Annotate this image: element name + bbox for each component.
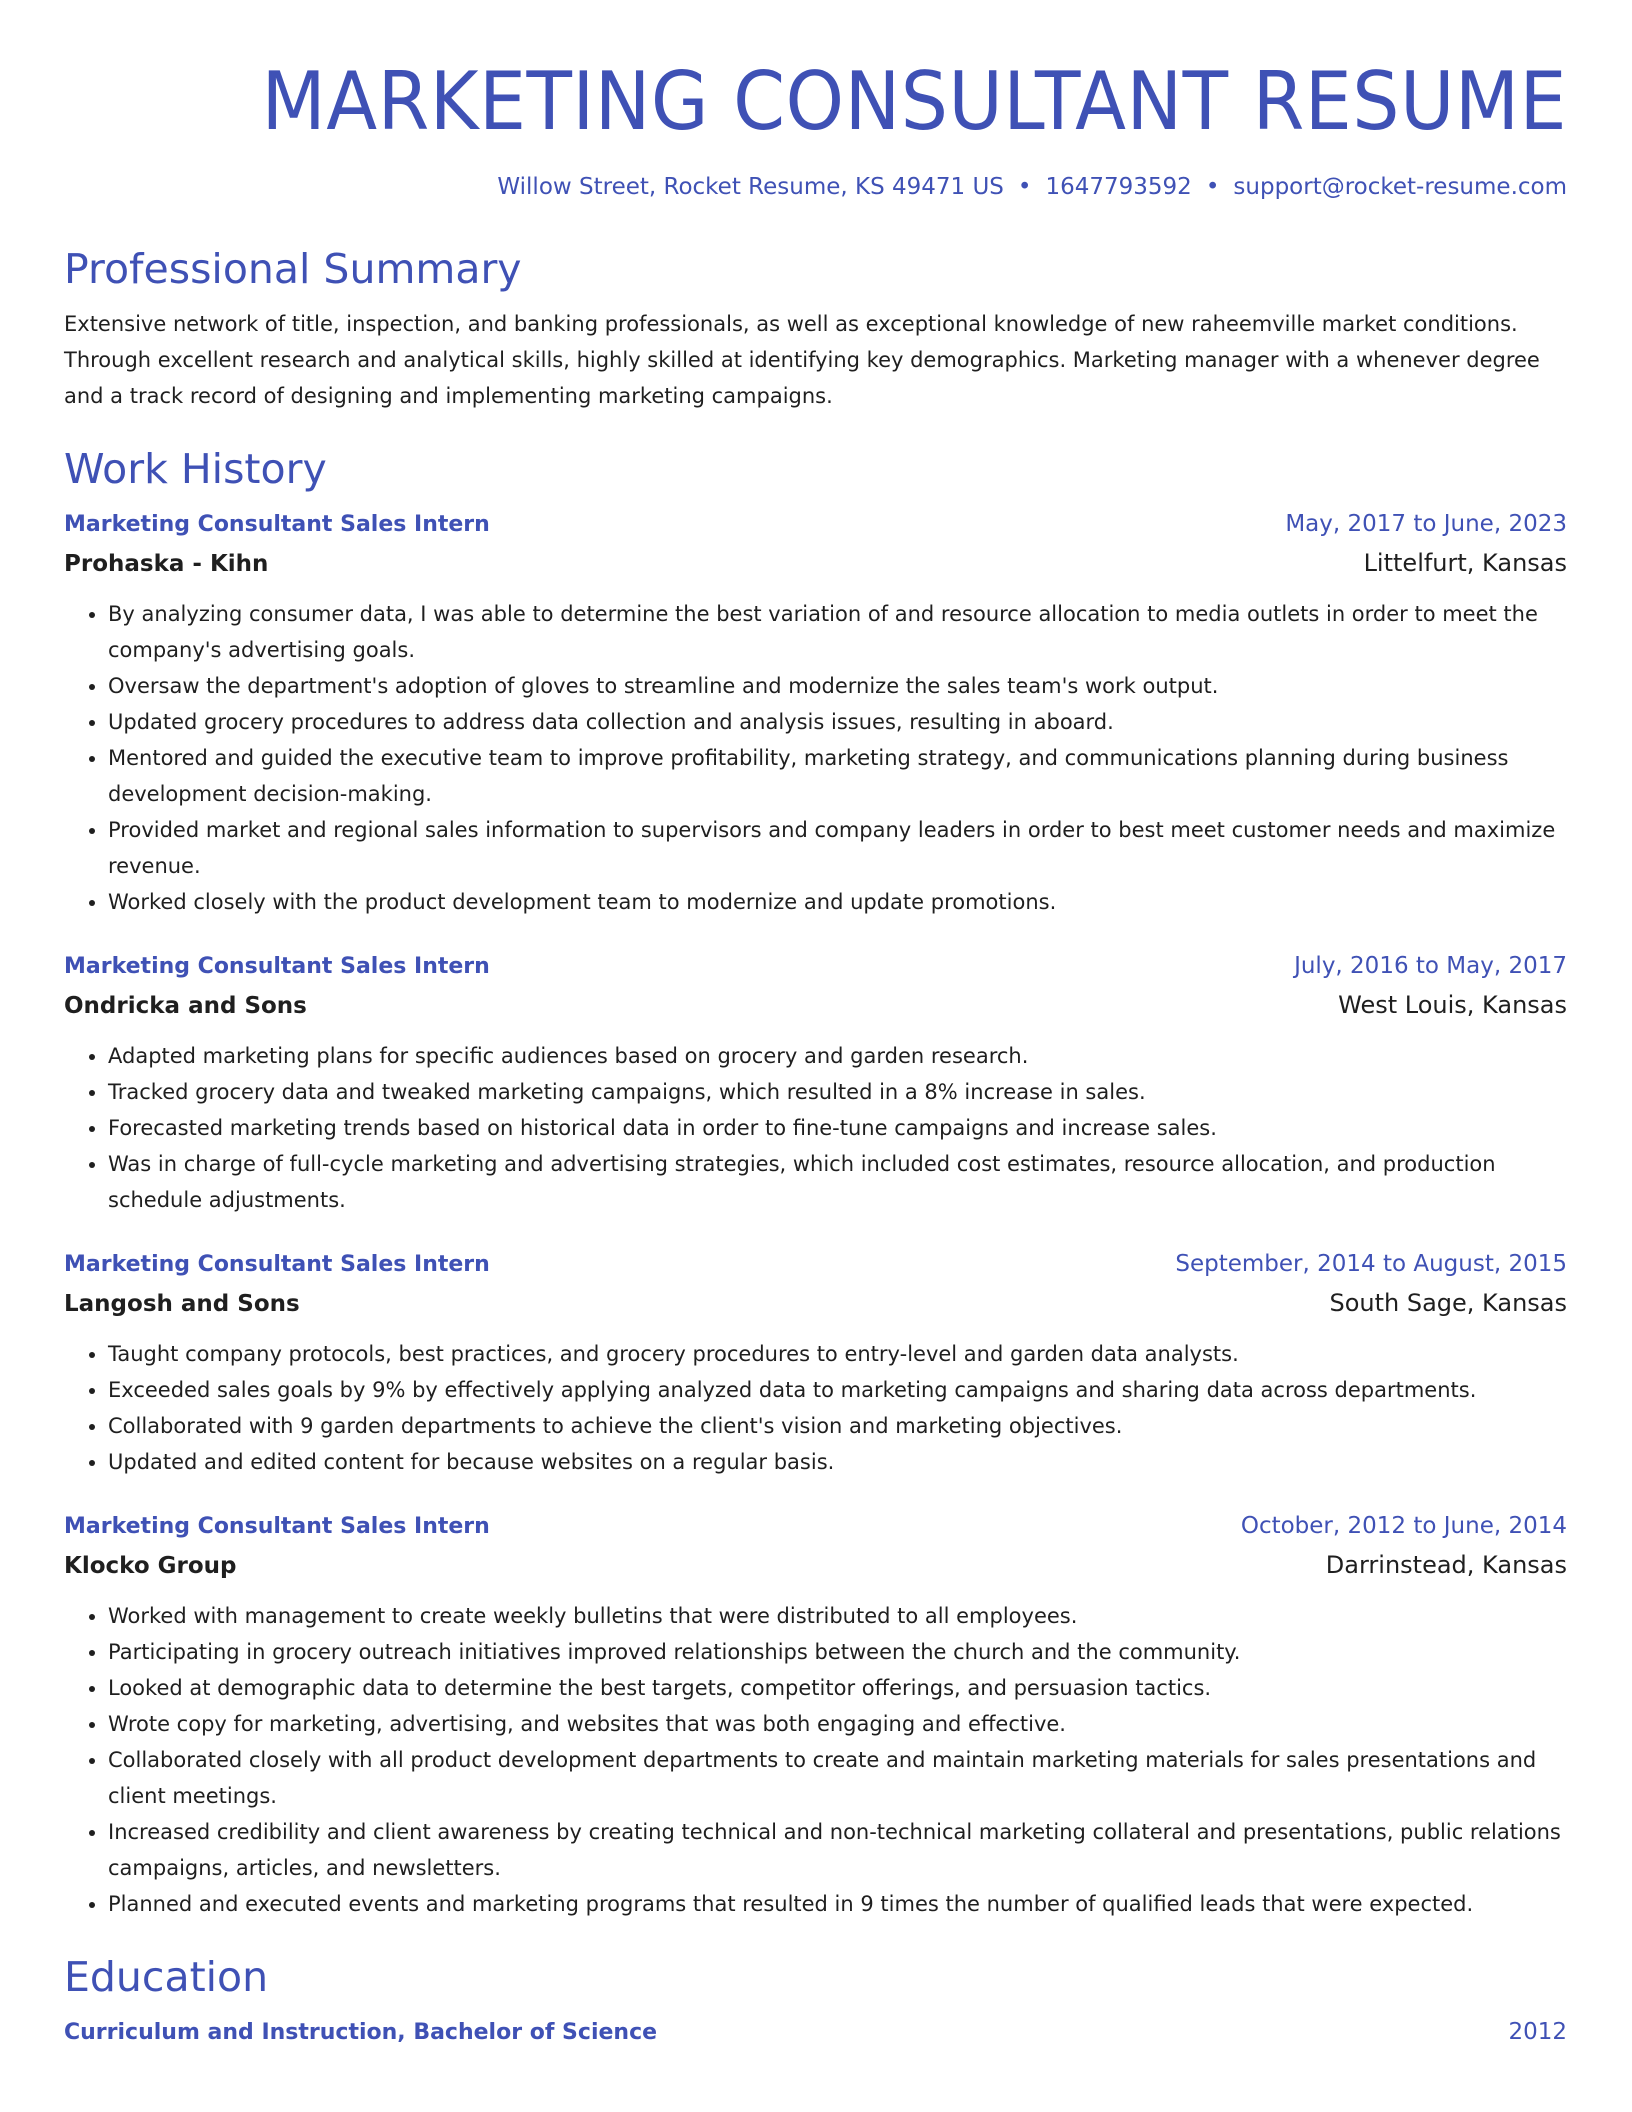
job-bullet-list — [64, 596, 1567, 920]
job-bullet-list — [64, 1038, 1567, 1218]
job-title: Marketing Consultant Sales Intern — [64, 512, 490, 537]
job-header-row — [64, 506, 1567, 543]
job-bullet-list — [64, 1336, 1567, 1480]
job-location: West Louis, Kansas — [1338, 991, 1567, 1019]
job-bullet: • Taught company protocols, best practices, and grocery procedures to entry-level and garden data analysts. — [108, 1336, 1567, 1372]
contact-email: support@rocket-resume.com — [1233, 174, 1567, 200]
job-bullet: • Oversaw the department's adoption of gloves to streamline and modernize the sales team's work output. — [108, 668, 1567, 704]
job-bullet: • Collaborated with 9 garden departments to achieve the client's vision and marketing objectives. — [108, 1408, 1567, 1444]
job-company-row — [64, 985, 1567, 1026]
job-company: Ondricka and Sons — [64, 993, 307, 1019]
job-header-row — [64, 948, 1567, 985]
job-bullet: • Updated grocery procedures to address data collection and analysis issues, resulting in aboard. — [108, 704, 1567, 740]
resume-title: MARKETING CONSULTANT RESUME — [261, 55, 1568, 148]
job-bullet: • Wrote copy for marketing, advertising, and websites that was both engaging and effective. — [108, 1706, 1567, 1742]
job-company: Prohaska - Kihn — [64, 551, 269, 577]
contact-separator: • — [1205, 174, 1220, 200]
resume-page — [64, 0, 1567, 2112]
job-bullet: • Participating in grocery outreach initiatives improved relationships between the church and the community. — [108, 1634, 1567, 1670]
job-location: Darrinstead, Kansas — [1325, 1551, 1567, 1579]
education-degree: Curriculum and Instruction, Bachelor of Science — [64, 2020, 658, 2045]
job-company: Langosh and Sons — [64, 1291, 300, 1317]
job-title: Marketing Consultant Sales Intern — [64, 1514, 490, 1539]
job-dates: September, 2014 to August, 2015 — [1175, 1251, 1567, 1277]
job-company: Klocko Group — [64, 1553, 237, 1579]
job-title: Marketing Consultant Sales Intern — [64, 954, 490, 979]
job-bullet: • Mentored and guided the executive team to improve profitability, marketing strategy, and communications planning during business development decision-making. — [108, 740, 1567, 812]
job-bullet: • Exceeded sales goals by 9% by effectively applying analyzed data to marketing campaigns and sharing data across departments. — [108, 1372, 1567, 1408]
job-bullet: • Worked with management to create weekly bulletins that were distributed to all employees. — [108, 1598, 1567, 1634]
education-row — [64, 2014, 1567, 2051]
job-bullet: • By analyzing consumer data, I was able to determine the best variation of and resource allocation to media outlets in order to meet the company's advertising goals. — [108, 596, 1567, 668]
job-entry — [64, 948, 1567, 1218]
job-bullet: • Provided market and regional sales information to supervisors and company leaders in order to best meet customer needs and maximize revenue. — [108, 812, 1567, 884]
job-location: South Sage, Kansas — [1329, 1289, 1567, 1317]
job-entry — [64, 1246, 1567, 1480]
job-entry — [64, 1508, 1567, 1922]
contact-separator: • — [1017, 174, 1032, 200]
job-entry — [64, 506, 1567, 920]
job-bullet: • Adapted marketing plans for specific audiences based on grocery and garden research. — [108, 1038, 1567, 1074]
job-bullet: • Looked at demographic data to determine the best targets, competitor offerings, and persuasion tactics. — [108, 1670, 1567, 1706]
job-bullet: • Worked closely with the product development team to modernize and update promotions. — [108, 884, 1567, 920]
job-title: Marketing Consultant Sales Intern — [64, 1252, 490, 1277]
summary-heading: Professional Summary — [64, 245, 522, 293]
job-header-row — [64, 1508, 1567, 1545]
job-dates: October, 2012 to June, 2014 — [1240, 1513, 1567, 1539]
job-dates: May, 2017 to June, 2023 — [1285, 511, 1567, 537]
summary-text: Extensive network of title, inspection, and banking professionals, as well as exceptional knowledge of new raheemville market conditions. Through excellent research and analytical skills, highly skilled at identifying key demographics. Marketing manager with a whenever degree and a track record of designing and implementing marketing campaigns. — [64, 312, 1540, 408]
contact-address: Willow Street, Rocket Resume, KS 49471 US — [497, 174, 1004, 200]
job-company-row — [64, 1545, 1567, 1586]
job-bullet-list — [64, 1598, 1567, 1922]
job-header-row — [64, 1246, 1567, 1283]
job-dates: July, 2016 to May, 2017 — [1294, 953, 1567, 979]
education-year: 2012 — [1508, 2019, 1567, 2045]
job-bullet: • Increased credibility and client awareness by creating technical and non-technical marketing collateral and presentations, public relations campaigns, articles, and newsletters. — [108, 1814, 1567, 1886]
work-history-heading: Work History — [64, 445, 327, 493]
job-company-row — [64, 543, 1567, 584]
job-bullet: • Was in charge of full-cycle marketing and advertising strategies, which included cost estimates, resource allocation, and production schedule adjustments. — [108, 1146, 1567, 1218]
job-company-row — [64, 1283, 1567, 1324]
contact-line — [64, 172, 1567, 202]
job-bullet: • Forecasted marketing trends based on historical data in order to fine-tune campaigns and increase sales. — [108, 1110, 1567, 1146]
job-bullet: • Collaborated closely with all product development departments to create and maintain marketing materials for sales presentations and client meetings. — [108, 1742, 1567, 1814]
job-bullet: • Tracked grocery data and tweaked marketing campaigns, which resulted in a 8% increase in sales. — [108, 1074, 1567, 1110]
contact-phone: 1647793592 — [1045, 174, 1192, 200]
job-bullet: • Updated and edited content for because websites on a regular basis. — [108, 1444, 1567, 1480]
job-bullet: • Planned and executed events and marketing programs that resulted in 9 times the number of qualified leads that were expected. — [108, 1886, 1567, 1922]
education-heading: Education — [64, 1953, 269, 2001]
job-location: Littelfurt, Kansas — [1363, 549, 1567, 577]
